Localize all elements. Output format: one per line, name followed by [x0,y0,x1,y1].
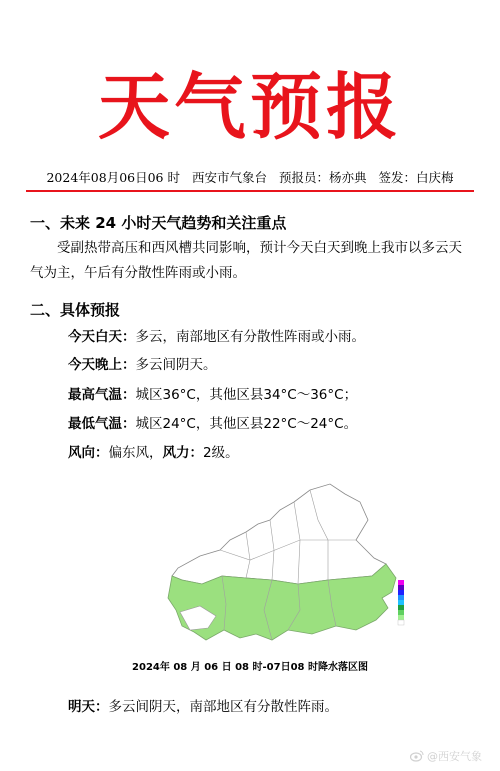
item-text-2: 2级。 [203,445,239,461]
item-label: 今天白天： [68,329,136,345]
item-label: 最高气温： [68,387,136,403]
precipitation-map [160,480,420,660]
forecast-item-min-temp [68,413,357,435]
item-label-2: 风力： [162,445,203,461]
map-caption: 2024年 08 月 06 日 08 时-07日08 时降水落区图 [132,662,368,673]
map-legend [398,580,404,625]
item-text: 偏东风， [108,445,163,461]
watermark [410,748,482,764]
page-title: 天气预报 [97,65,402,149]
weibo-icon [410,750,424,762]
map-dry-region [172,484,386,584]
section1-body: 受副热带高压和西风槽共同影响，预计今天白天到晚上我市以多云天气为主，午后有分散性阵雨或小雨。 [30,240,462,281]
tomorrow-text: 多云间阴天，南部地区有分散性阵雨。 [108,699,338,715]
item-text: 多云，南部地区有分散性阵雨或小雨。 [135,329,365,345]
forecast-item-wind [68,442,239,464]
section2-heading: 二、具体预报 [30,301,121,319]
item-label: 最低气温： [68,416,136,432]
tomorrow-label: 明天： [68,699,109,715]
precipitation-map-svg [160,480,420,660]
watermark-text: @西安气象 [427,750,482,763]
report-meta [0,168,500,186]
report-approver: 签发：白庆梅 [378,170,454,185]
forecast-item-day [68,326,365,348]
report-org: 西安市气象台 [191,170,267,185]
item-label: 风向： [68,445,109,461]
forecast-tomorrow [68,696,338,718]
item-label: 今天晚上： [68,357,136,373]
item-text: 城区36°C，其他区县34°C～36°C； [135,387,358,403]
forecast-item-night [68,354,217,376]
header-divider [26,190,474,192]
forecast-item-max-temp [68,384,357,406]
item-text: 多云间阴天。 [135,357,217,373]
report-date: 2024年08月06日06 时 [46,170,180,185]
item-text: 城区24°C，其他区县22°C～24°C。 [135,416,358,432]
section1-heading: 一、未来 24 小时天气趋势和关注重点 [30,214,287,232]
report-forecaster: 预报员：杨亦典 [278,170,367,185]
